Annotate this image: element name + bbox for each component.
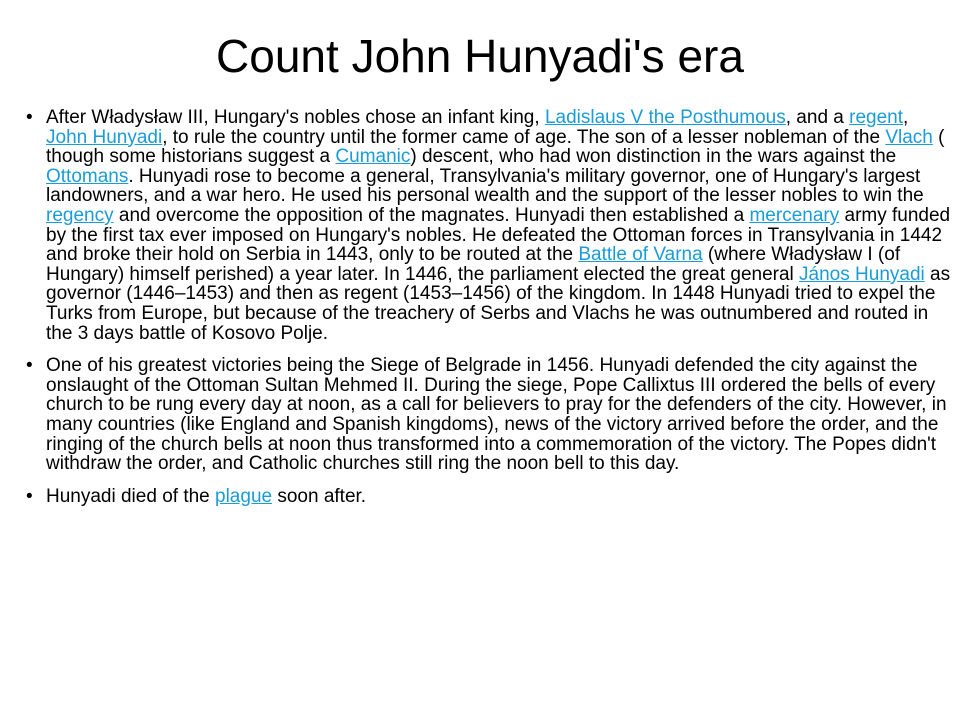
text-segment: as governor (1446–1453) and then as regent (1453–1456) of the kingdom. In 1448 Hunyadi tried to expel the Turks from Europe, but because of the treachery of Serbs and Vlachs he was outnumbered and routed in the 3 days battle of Kosovo Polje. xyxy=(46,263,951,344)
hyperlink[interactable]: mercenary xyxy=(749,204,840,226)
hyperlink[interactable]: Ladislaus V the Posthumous xyxy=(544,107,786,128)
bullet-text xyxy=(46,356,952,474)
text-segment: One of his greatest victories being the Siege of Belgrade in 1456. Hunyadi defended the city against the onslaught of the Ottoman Sultan Mehmed II. During the siege, Pope Callixtus III ordered the bells of every church to be rung every day at noon, as a call for believers to pray for the defenders of the city. However, in many countries (like England and Spanish kingdoms), news of the victory arrived before the order, and the ringing of the church bells at noon thus transformed into a commemoration of the victory. The Popes didn't withdraw the order, and Catholic churches still ring the noon bell to this day. xyxy=(46,355,947,475)
hyperlink[interactable]: Cumanic xyxy=(335,146,411,168)
text-segment: ) descent, who had won distinction in the wars against the xyxy=(410,146,897,168)
bullet-dot-icon: • xyxy=(26,485,33,507)
hyperlink[interactable]: János Hunyadi xyxy=(799,263,925,285)
bullet-list xyxy=(26,108,952,519)
bullet-item xyxy=(26,356,952,474)
text-segment: and overcome the opposition of the magnates. Hunyadi then established a xyxy=(113,204,750,226)
bullet-text xyxy=(46,108,952,343)
bullet-item xyxy=(26,487,952,507)
text-segment: (where Władysław I (of Hungary) himself perished) a year later. In 1446, the parliament elected the great general xyxy=(46,244,901,285)
hyperlink[interactable]: Battle of Varna xyxy=(578,244,703,266)
text-segment: After Władysław III, Hungary's nobles chose an infant king, xyxy=(46,107,545,128)
hyperlink[interactable]: John Hunyadi xyxy=(46,126,163,148)
bullet-dot-icon: • xyxy=(26,355,33,377)
text-segment: army funded by the first tax ever imposed on Hungary's nobles. He defeated the Ottoman forces in Transylvania in 1442 and broke their hold on Serbia in 1443, only to be routed at the xyxy=(46,204,951,266)
text-segment: ( though some historians suggest a xyxy=(46,126,945,168)
hyperlink[interactable]: plague xyxy=(215,485,273,507)
text-segment: Hunyadi died of the xyxy=(46,485,216,507)
hyperlink[interactable]: regency xyxy=(46,204,114,226)
bullet-dot-icon: • xyxy=(26,107,33,128)
hyperlink[interactable]: regent xyxy=(849,107,904,128)
text-segment: , xyxy=(903,107,909,128)
text-segment: soon after. xyxy=(272,485,367,507)
text-segment: , to rule the country until the former came of age. The son of a lesser nobleman of the xyxy=(162,126,886,148)
hyperlink[interactable]: Ottomans xyxy=(46,165,129,187)
text-segment: . Hunyadi rose to become a general, Transylvania's military governor, one of Hungary's largest landowners, and a war hero. He used his personal wealth and the support of the lesser nobles to win the xyxy=(46,165,924,207)
slide-title: Count John Hunyadi's era xyxy=(216,30,744,82)
hyperlink[interactable]: Vlach xyxy=(885,126,933,148)
text-segment: , and a xyxy=(785,107,850,128)
bullet-item xyxy=(26,108,952,343)
bullet-text xyxy=(46,487,952,507)
